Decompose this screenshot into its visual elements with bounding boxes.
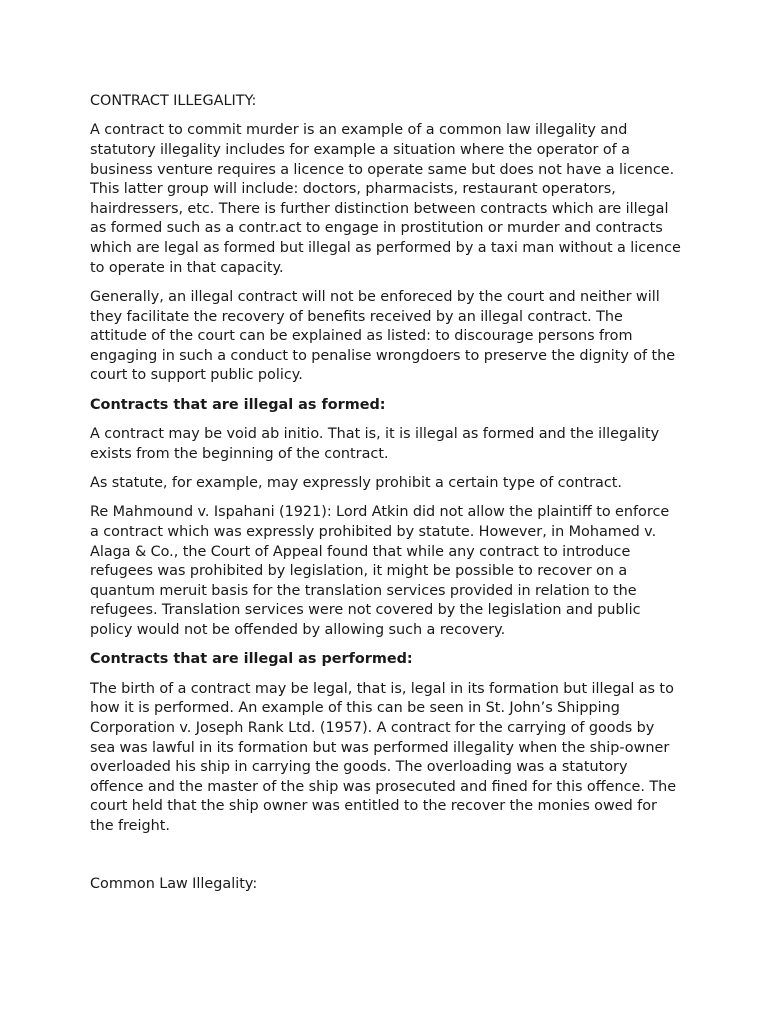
performed-paragraph-1: The birth of a contract may be legal, that is, legal in its formation but illegal as to how it is performed. An example of this can be seen in St. John’s Shipping Corporation v. Joseph Rank Ltd. (1957). A contract for the carrying of goods by sea was lawful in its formation but was performed illegality when the ship-owner overloaded his ship in carrying the goods. The overloading was a statutory offence and the master of the ship was prosecuted and fined for this offence. The court held that the ship owner was entitled to the recover the monies owed for the freight. [90, 680, 677, 834]
section-spacer [90, 846, 682, 875]
formed-paragraph-3: Re Mahmound v. Ispahani (1921): Lord Atkin did not allow the plaintiff to enforce a contract which was expressly prohibited by statute. However, in Mohamed v. Alaga & Co., the Court of Appeal found that while any contract to introduce refugees was prohibited by legislation, it might be possible to recover on a quantum meruit basis for the translation services provided in relation to the refugees. Translation services were not covered by the legislation and public policy would not be offended by allowing such a recovery. [90, 504, 670, 639]
document-body [90, 92, 682, 905]
common-law-illegality-heading: Common Law Illegality: [90, 876, 258, 893]
section-heading-illegal-as-performed: Contracts that are illegal as performed: [90, 651, 413, 668]
section-heading-illegal-as-formed: Contracts that are illegal as formed: [90, 396, 386, 413]
intro-paragraph-1: A contract to commit murder is an example of a common law illegality and statutory illegality includes for example a situation where the operator of a business venture requires a licence to operate same but does not have a licence. This latter group will include: doctors, pharmacists, restaurant operators, hairdressers, etc. There is further distinction between contracts which are illegal as formed such as a contr.act to engage in prostitution or murder and contracts which are legal as formed but illegal as performed by a taxi man without a licence to operate in that capacity. [90, 122, 681, 276]
formed-paragraph-1: A contract may be void ab initio. That is, it is illegal as formed and the illegality exists from the beginning of the contract. [90, 426, 660, 462]
document-title: CONTRACT ILLEGALITY: [90, 93, 257, 109]
intro-paragraph-2: Generally, an illegal contract will not be enforeced by the court and neither will they facilitate the recovery of benefits received by an illegal contract. The attitude of the court can be explained as listed: to discourage persons from engaging in such a conduct to penalise wrongdoers to preserve the dignity of the court to support public policy. [90, 288, 676, 384]
formed-paragraph-2: As statute, for example, may expressly prohibit a certain type of contract. [90, 475, 622, 492]
